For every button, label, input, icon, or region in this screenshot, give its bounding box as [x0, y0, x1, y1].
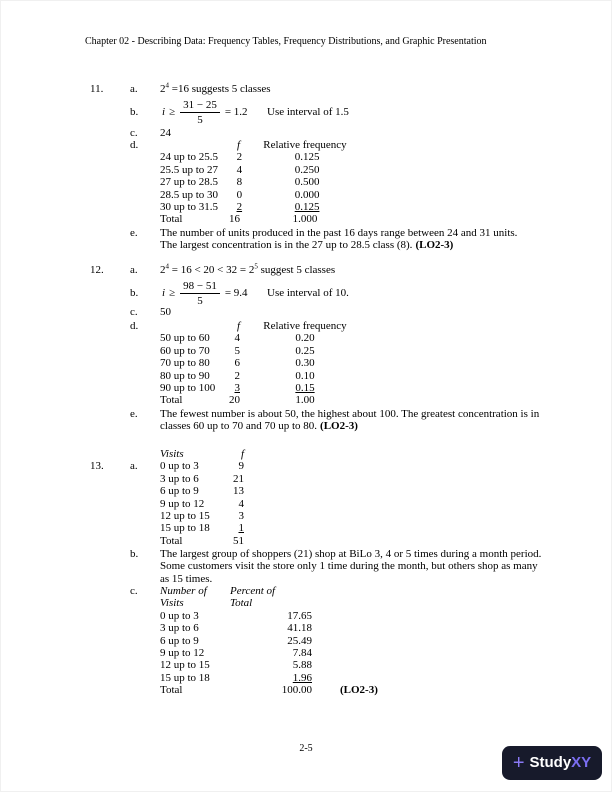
class-cell: 27 up to 28.5: [160, 176, 219, 189]
item-letter: c.: [130, 306, 138, 318]
table-row: [90, 460, 244, 472]
total-rf: 1.000: [292, 213, 318, 226]
visits-cell: 0 up to 3: [160, 460, 199, 473]
percent-cell: 25.49: [287, 634, 312, 647]
item-letter: c.: [130, 127, 138, 139]
underlined-value: 3: [234, 382, 240, 395]
table-total-row: [160, 213, 372, 225]
fraction: [180, 99, 220, 126]
page-number: 2-5: [299, 743, 313, 754]
total-f: 51: [233, 534, 244, 547]
table-row: [160, 164, 372, 176]
header-relative-frequency: Relative frequency: [263, 139, 347, 151]
visits-cell: 6 up to 9: [160, 485, 199, 498]
item-number: 12.: [90, 264, 104, 276]
table-row: [90, 498, 244, 510]
numerator: 31 − 25: [180, 99, 220, 113]
table-row: [90, 672, 378, 684]
text-part: 2: [160, 83, 166, 95]
item-letter: b.: [130, 105, 139, 118]
percent-cell: 41.18: [287, 622, 312, 635]
class-cell: 30 up to 31.5: [160, 201, 219, 214]
f-cell: 3: [238, 510, 244, 523]
table-row: [90, 647, 378, 659]
visits-cell: 9 up to 12: [160, 497, 205, 510]
item-13b: [90, 548, 541, 585]
f-cell: 6: [234, 357, 240, 370]
class-cell: 80 up to 90: [160, 369, 210, 382]
item-letter: e.: [130, 227, 138, 239]
table-row: [160, 370, 370, 382]
header-relative-frequency: Relative frequency: [263, 320, 347, 332]
logo-text-xy: XY: [571, 753, 592, 771]
rf-cell: 0.000: [294, 188, 320, 201]
f-cell: 21: [233, 472, 244, 485]
equation-11b: [160, 99, 250, 126]
item-13a-table: [90, 448, 244, 547]
visits-cell: 15 up to 18: [160, 671, 210, 684]
item-11c: [90, 127, 171, 139]
table-header: [160, 139, 372, 151]
answer-13b: [160, 548, 541, 585]
visits-cell: 12 up to 15: [160, 659, 210, 672]
item-letter: d.: [130, 320, 139, 332]
text-part: suggest 5 classes: [257, 264, 336, 276]
table-total-row: [90, 684, 378, 696]
item-letter: a.: [130, 83, 138, 95]
interval-note: Use interval of 10.: [267, 286, 349, 299]
visits-cell: 0 up to 3: [160, 609, 199, 622]
text-part: =16 suggests 5 classes: [169, 83, 271, 95]
percent-cell: [230, 672, 312, 684]
rf-cell: 0.10: [295, 369, 315, 382]
rf-cell: 0.500: [294, 176, 320, 189]
rf-cell: 0.250: [294, 163, 320, 176]
table-row: [90, 522, 244, 534]
item-13c-table: [90, 585, 378, 697]
total-f: 16: [229, 213, 240, 226]
table-header: [160, 320, 370, 332]
item-letter: b.: [130, 286, 139, 299]
rf-cell: [242, 201, 372, 213]
frequency-table-12: [160, 320, 370, 407]
text-line: [160, 239, 517, 251]
item-12e: [90, 408, 539, 433]
underlined-value: 0.125: [294, 201, 320, 214]
item-letter: d.: [130, 139, 139, 151]
item-12d-table: [90, 320, 370, 407]
table-row: [160, 189, 372, 201]
f-cell: 5: [234, 344, 240, 357]
text-line: The largest group of shoppers (21) shop at BiLo 3, 4 or 5 times during a month period.: [160, 548, 542, 560]
var-i: i: [162, 286, 166, 299]
fraction: [180, 280, 220, 307]
visits-cell: 3 up to 6: [160, 622, 199, 635]
class-cell: 70 up to 80: [160, 357, 210, 370]
table-row: [90, 485, 244, 497]
answer-11c: 24: [160, 127, 171, 139]
rf-cell: [240, 382, 370, 394]
item-letter: c.: [130, 585, 138, 597]
plus-icon: +: [512, 752, 525, 774]
header-total: Total: [230, 597, 253, 610]
numerator: 98 − 51: [180, 280, 220, 294]
item-11b: [90, 96, 349, 128]
header-visits: Visits: [160, 448, 184, 460]
text-part: = 16 < 20 < 32 = 2: [169, 264, 255, 276]
total-label: Total: [160, 394, 183, 407]
class-cell: 60 up to 70: [160, 344, 210, 357]
geq-symbol: ≥: [169, 286, 176, 299]
percent-cell: 7.84: [292, 647, 312, 660]
table-row: [90, 510, 244, 522]
f-cell: 9: [238, 460, 244, 473]
table-row: [160, 357, 370, 369]
answer-12e: [160, 408, 539, 433]
visits-cell: 6 up to 9: [160, 634, 199, 647]
header-number-of: Number of: [160, 585, 207, 597]
table-row: [90, 610, 378, 622]
f-cell: 4: [238, 497, 244, 510]
table-header-line2: [90, 597, 378, 609]
f-cell: 0: [236, 188, 243, 201]
item-12a: [90, 264, 335, 276]
table-total-row: [160, 394, 370, 406]
equation-12b: [160, 280, 250, 307]
table-row: [90, 473, 244, 485]
f-cell: 13: [233, 485, 244, 498]
table-row: [160, 176, 372, 188]
rf-cell: 0.20: [295, 332, 315, 345]
text-line: The number of units produced in the past 16 days range between 24 and 31 units.: [160, 227, 518, 239]
item-11d-table: [90, 139, 372, 226]
item-letter: a.: [130, 264, 138, 276]
learning-objective: (LO2-3): [320, 420, 358, 433]
header-f: f: [240, 448, 244, 460]
table-row: [90, 635, 378, 647]
underlined-value: 1.96: [292, 671, 312, 684]
table-row: [160, 151, 372, 163]
text-part: The largest concentration is in the 27 up to 28.5 class (8).: [160, 239, 413, 252]
total-label: Total: [160, 684, 183, 697]
f-cell: [218, 201, 242, 213]
total-percent: 100.00: [281, 684, 312, 697]
table-header-line1: [90, 585, 378, 597]
item-number: 11.: [90, 83, 104, 95]
class-cell: 28.5 up to 30: [160, 188, 219, 201]
text-part: 2: [160, 264, 166, 276]
item-letter: b.: [130, 548, 139, 560]
exponent: 4: [165, 262, 169, 271]
f-cell: 8: [236, 176, 243, 189]
item-letter: a.: [130, 460, 138, 473]
f-cell: 4: [234, 332, 240, 345]
rf-cell: 0.30: [295, 357, 315, 370]
class-cell: 50 up to 60: [160, 332, 210, 345]
f-cell: 4: [236, 163, 243, 176]
item-letter: e.: [130, 408, 138, 420]
logo-text-study: Study: [529, 753, 572, 771]
header-f: f: [236, 139, 240, 151]
interval-note: Use interval of 1.5: [267, 105, 349, 118]
item-12c: [90, 306, 171, 318]
item-number: 13.: [90, 460, 104, 473]
table-row: [160, 345, 370, 357]
geq-symbol: ≥: [169, 105, 176, 118]
rf-cell: 0.125: [294, 151, 320, 164]
header-visits: Visits: [160, 597, 184, 610]
f-cell: 2: [234, 369, 240, 382]
rf-cell: 0.25: [295, 344, 315, 357]
class-cell: 24 up to 25.5: [160, 151, 219, 164]
header-percent-of: Percent of: [230, 585, 276, 597]
percent-cell: 5.88: [292, 659, 312, 672]
text-line: as 15 times.: [160, 572, 213, 585]
visits-cell: 12 up to 15: [160, 510, 210, 523]
class-cell: 25.5 up to 27: [160, 163, 219, 176]
answer-11a: [160, 83, 271, 95]
percent-cell: 17.65: [287, 609, 312, 622]
learning-objective: (LO2-3): [415, 239, 454, 252]
item-11e: [90, 227, 517, 252]
table-row: [160, 382, 370, 394]
table-row: [90, 622, 378, 634]
denominator: 5: [197, 113, 203, 126]
total-f: 20: [229, 394, 240, 407]
total-rf: 1.00: [295, 394, 315, 407]
answer-11e: [160, 227, 517, 252]
exponent: 5: [254, 262, 258, 271]
text-line: [160, 420, 539, 432]
text-line: Some customers visit the store only 1 time during the month, but others shop as many: [160, 560, 538, 573]
text-part: classes 60 up to 70 and 70 up to 80.: [160, 420, 318, 433]
underlined-value: 1: [238, 522, 244, 535]
page-header: Chapter 02 - Describing Data: Frequency Tables, Frequency Distributions, and Graphic Presentation: [85, 36, 487, 47]
f-cell: [216, 382, 240, 394]
table-row: [160, 332, 370, 344]
underlined-value: 2: [236, 201, 243, 214]
text-line: The fewest number is about 50, the highest about 100. The greatest concentration is in: [160, 408, 540, 420]
studyxy-logo[interactable]: [502, 746, 602, 780]
table-row: [90, 659, 378, 671]
var-i: i: [162, 105, 166, 118]
item-12b: [90, 277, 349, 309]
visits-cell: 9 up to 12: [160, 647, 205, 660]
frequency-table-11: [160, 139, 372, 226]
total-label: Total: [160, 534, 183, 547]
f-cell: 2: [236, 151, 243, 164]
learning-objective: (LO2-3): [340, 684, 378, 697]
header-f: f: [236, 320, 240, 332]
total-label: Total: [160, 213, 183, 226]
answer-12a: [160, 264, 335, 276]
table-row: [160, 201, 372, 213]
equation-result: = 1.2: [224, 105, 248, 118]
item-11a: [90, 83, 271, 95]
f-cell: [216, 522, 244, 534]
visits-cell: 15 up to 18: [160, 522, 210, 535]
table-header: [90, 448, 244, 460]
equation-result: = 9.4: [224, 286, 248, 299]
visits-cell: 3 up to 6: [160, 472, 199, 485]
class-cell: 90 up to 100: [160, 382, 216, 395]
underlined-value: 0.15: [295, 382, 315, 395]
exponent: 4: [165, 81, 169, 90]
denominator: 5: [197, 294, 203, 307]
answer-12c: 50: [160, 306, 171, 318]
table-total-row: [90, 535, 244, 547]
